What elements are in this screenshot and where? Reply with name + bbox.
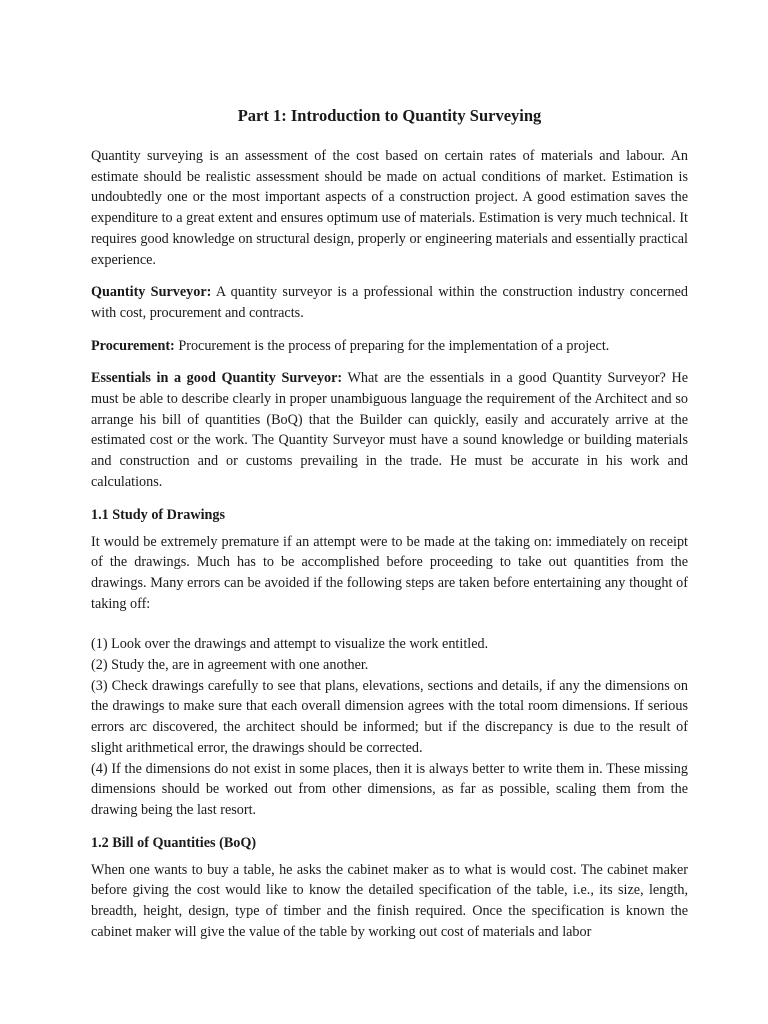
intro-paragraph: Quantity surveying is an assessment of the cost based on certain rates of materials and labour. An estimate should be realistic assessment should be made on actual conditions of market. Estimation is undoubtedly one or the most important aspects of a construction project. A good estimation saves the expenditure to a great extent and ensures optimum use of materials. Estimation is very much technical. It requires good knowledge on structural design, properly or engineering materials and essentially practical experience.: [91, 148, 688, 268]
list-item: (3) Check drawings carefully to see that plans, elevations, sections and details, if any the dimensions on the drawings to make sure that each overall dimension agrees with the total room dimensions. If serious errors arc discovered, the architect should be informed; but if the discrepancy is due to the result of slight arithmetical error, the drawings should be corrected.: [91, 677, 688, 756]
study-of-drawings-list: [91, 634, 688, 820]
list-item: (4) If the dimensions do not exist in some places, then it is always better to write them in. These missing dimensions should be worked out from other dimensions, as far as possible, scaling them from the drawing being the last resort.: [91, 760, 688, 818]
section-heading-bill-of-quantities: 1.2 Bill of Quantities (BoQ): [91, 834, 257, 851]
document-page: [91, 104, 688, 943]
study-of-drawings-paragraph: It would be extremely premature if an attempt were to be made at the taking on: immediately on receipt of the drawings. Much has to be accomplished before proceeding to take out quantities from the drawings. Many errors can be avoided if the following steps are taken before entertaining any thought of taking off:: [91, 533, 688, 612]
definition-text: Procurement is the process of preparing for the implementation of a project.: [174, 337, 610, 354]
definition-text: What are the essentials in a good Quantity Surveyor? He must be able to describe clearly in proper unambiguous language the requirement of the Architect and so arrange his bill of quantities (BoQ) that the Builder can quickly, easily and accurately arrive at the estimated cost or the work. The Quantity Surveyor must have a sound knowledge or building materials and construction and or customs prevailing in the trade. He must be accurate in his work and calculations.: [91, 370, 688, 490]
definition-term: Procurement:: [91, 337, 175, 354]
definition-essentials: [91, 368, 688, 492]
list-item: (1) Look over the drawings and attempt to visualize the work entitled.: [91, 636, 489, 653]
bill-of-quantities-paragraph: When one wants to buy a table, he asks the cabinet maker as to what is would cost. The cabinet maker before giving the cost would like to know the detailed specification of the table, i.e., its size, length, breadth, height, design, type of timber and the finish required. Once the specification is known the cabinet maker will give the value of the table by working out cost of materials and labor: [91, 861, 688, 940]
section-heading-study-of-drawings: 1.1 Study of Drawings: [91, 506, 226, 523]
definition-text: A quantity surveyor is a professional within the construction industry concerned with cost, procurement and contracts.: [91, 284, 688, 321]
definition-procurement: [91, 336, 688, 357]
definition-term: Quantity Surveyor:: [91, 284, 212, 301]
definition-term: Essentials in a good Quantity Surveyor:: [91, 370, 343, 387]
list-item: (2) Study the, are in agreement with one another.: [91, 657, 369, 674]
page-title: Part 1: Introduction to Quantity Surveying: [237, 106, 542, 125]
definition-quantity-surveyor: [91, 282, 688, 323]
